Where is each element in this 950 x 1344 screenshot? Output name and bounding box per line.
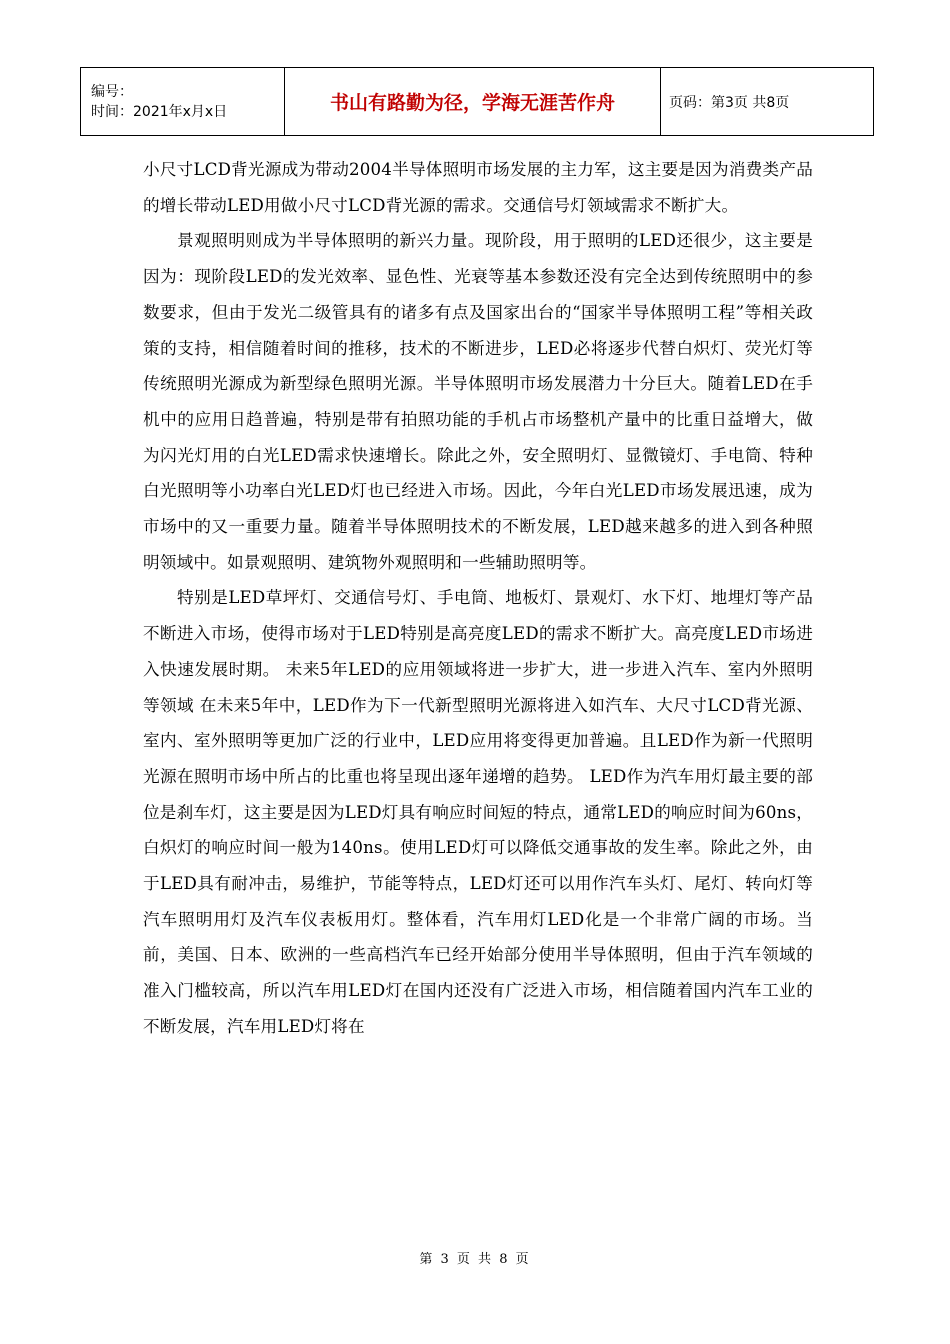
paragraph: 景观照明则成为半导体照明的新兴力量。现阶段，用于照明的LED还很少，这主要是因为：现阶段LED的发光效率、显色性、光衰等基本参数还没有完全达到传统照明中的参数要求，但由于发光二级管具有的诸多有点及国家出台的“国家半导体照明工程”等相关政策的支持，相信随着时间的推移，技术的不断进步，LED必将逐步代替白炽灯、荧光灯等传统照明光源成为新型绿色照明光源。半导体照明市场发展潜力十分巨大。随着LED在手机中的应用日趋普遍，特别是带有拍照功能的手机占市场整机产量中的比重日益增大，做为闪光灯用的白光LED需求快速增长。除此之外，安全照明灯、显微镜灯、手电筒、特种白光照明等小功率白光LED灯也已经进入市场。因此，今年白光LED市场发展迅速，成为市场中的又一重要力量。随着半导体照明技术的不断发展，LED越来越多的进入到各种照明领域中。如景观照明、建筑物外观照明和一些辅助照明等。 <box>143 231 813 572</box>
document-number-label: 编号： <box>91 83 133 100</box>
page-footer: 第 3 页 共 8 页 <box>419 1252 531 1267</box>
document-date: 时间：2021年x月x日 <box>91 103 228 120</box>
header-meta-cell <box>81 68 285 136</box>
header-table <box>80 67 874 136</box>
header-page-cell <box>661 68 874 136</box>
paragraph: 小尺寸LCD背光源成为带动2004半导体照明市场发展的主力军，这主要是因为消费类产品的增长带动LED用做小尺寸LCD背光源的需求。交通信号灯领域需求不断扩大。 <box>143 160 813 215</box>
header-motto-cell <box>285 68 661 136</box>
header-motto: 书山有路勤为径，学海无涯苦作舟 <box>329 92 615 114</box>
document-body <box>143 152 813 1045</box>
header-page-code: 页码：第3页 共8页 <box>669 94 790 111</box>
paragraph: 特别是LED草坪灯、交通信号灯、手电筒、地板灯、景观灯、水下灯、地埋灯等产品不断进入市场，使得市场对于LED特别是高亮度LED的需求不断扩大。高亮度LED市场进入快速发展时期。 未来5年LED的应用领域将进一步扩大，进一步进入汽车、室内外照明等领域 在未来5年中，LED作为下一代新型照明光源将进入如汽车、大尺寸LCD背光源、室内、室外照明等更加广泛的行业中，LED应用将变得更加普遍。且LED作为新一代照明光源在照明市场中所占的比重也将呈现出逐年递增的趋势。 LED作为汽车用灯最主要的部位是刹车灯，这主要是因为LED灯具有响应时间短的特点，通常LED的响应时间为60ns，白炽灯的响应时间一般为140ns。使用LED灯可以降低交通事故的发生率。除此之外，由于LED具有耐冲击，易维护，节能等特点，LED灯还可以用作汽车头灯、尾灯、转向灯等汽车照明用灯及汽车仪表板用灯。整体看，汽车用灯LED化是一个非常广阔的市场。当前，美国、日本、欧洲的一些高档汽车已经开始部分使用半导体照明，但由于汽车领域的准入门槛较高，所以汽车用LED灯在国内还没有广泛进入市场，相信随着国内汽车工业的不断发展，汽车用LED灯将在 <box>143 588 813 1036</box>
